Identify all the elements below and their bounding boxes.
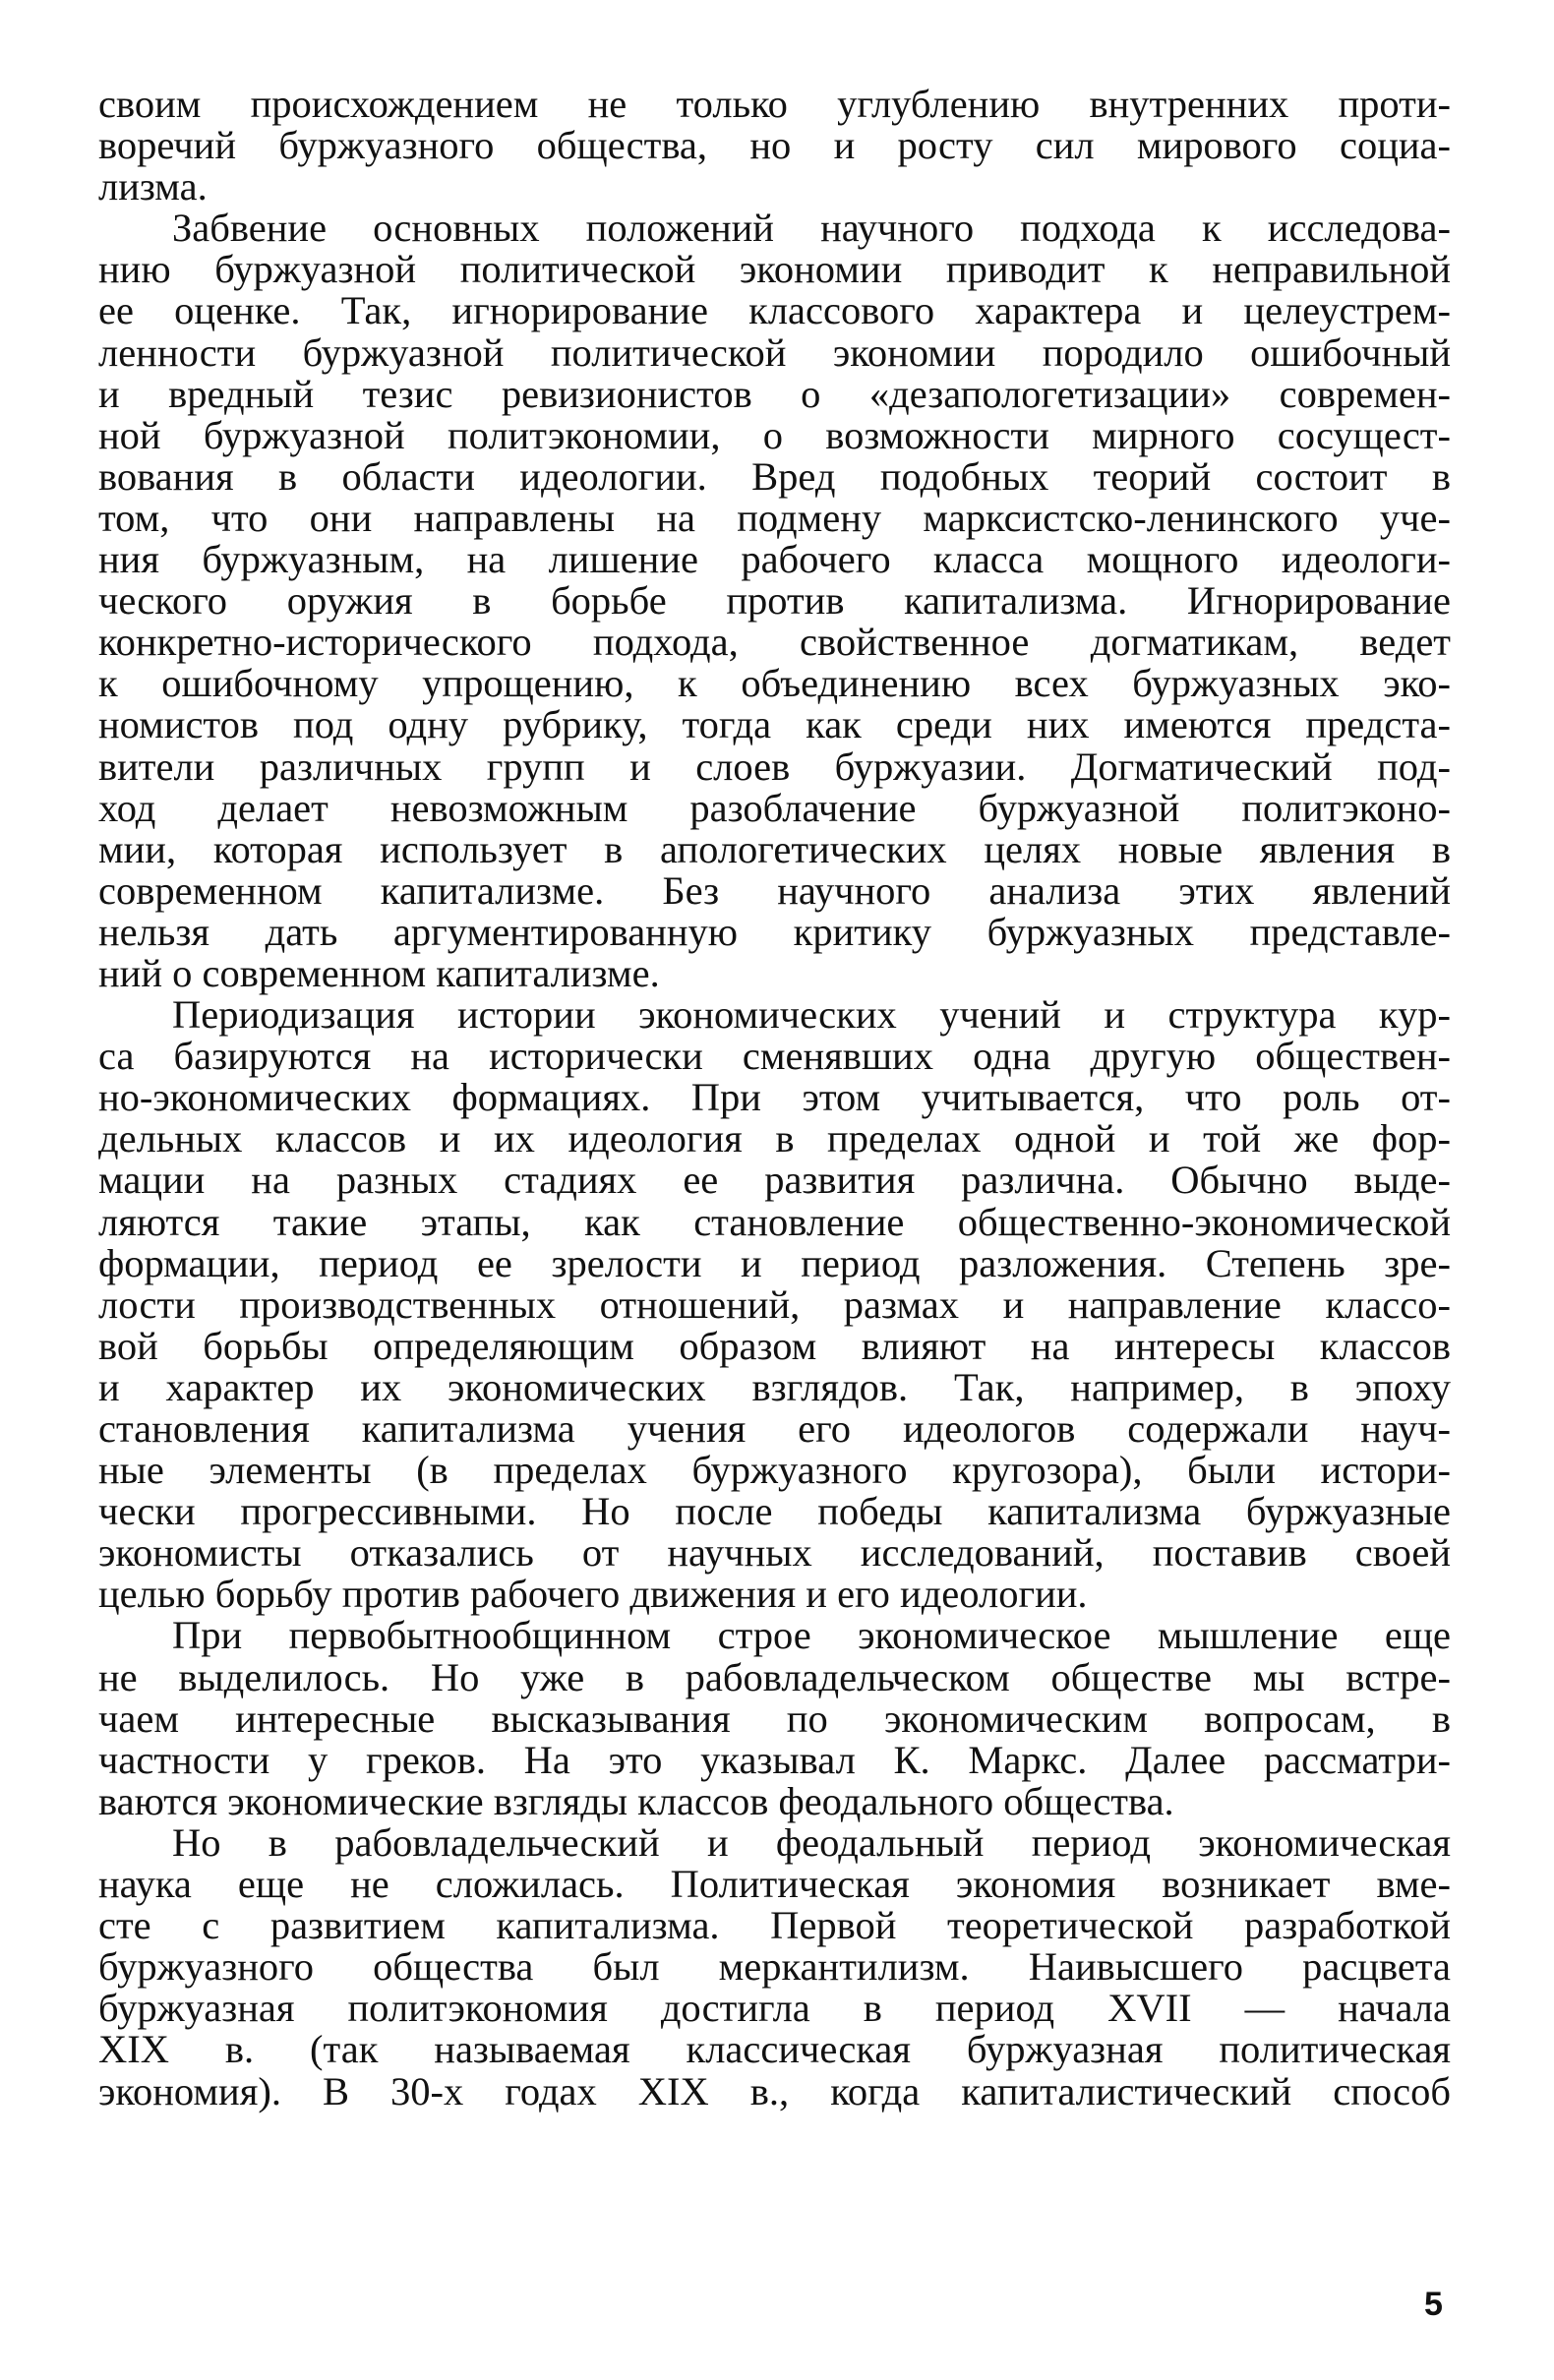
- text-line: воречий буржуазного общества, но и росту сил мирового социа-: [98, 123, 1451, 168]
- text-line: При первобытнообщинном строе экономическое мышление еще: [172, 1613, 1451, 1658]
- page-number: 5: [1424, 2286, 1443, 2323]
- text-line: номистов под одну рубрику, тогда как среди них имеются предста-: [98, 702, 1451, 747]
- paragraph: [98, 208, 1451, 994]
- text-line: буржуазная политэкономия достигла в период XVII — начала: [98, 1986, 1451, 2031]
- text-line: экономия). В 30-х годах XIX в., когда капиталистический способ: [98, 2068, 1451, 2113]
- text-line: буржуазного общества был меркантилизм. Наивысшего расцвета: [98, 1944, 1451, 1990]
- text-line: ее оценке. Так, игнорирование классового характера и целеустрем-: [98, 288, 1451, 333]
- text-line: нию буржуазной политической экономии приводит к неправильной: [98, 247, 1451, 292]
- text-line: формации, период ее зрелости и период разложения. Степень зре-: [98, 1240, 1451, 1285]
- text-line: мии, которая использует в апологетических целях новые явления в: [98, 826, 1451, 871]
- text-line: экономисты отказались от научных исследований, поставив своей: [98, 1530, 1451, 1576]
- text-line: Но в рабовладельческий и феодальный период экономическая: [172, 1819, 1451, 1865]
- text-line: конкретно-исторического подхода, свойственное догматикам, ведет: [98, 620, 1451, 665]
- paragraph: [98, 1819, 1451, 2113]
- text-line: частности у греков. На это указывал К. Маркс. Далее рассматри-: [98, 1737, 1451, 1782]
- text-line: ход делает невозможным разоблачение буржуазной политэконо-: [98, 785, 1451, 830]
- text-line: и вредный тезис ревизионистов о «дезапологетизации» современ-: [98, 371, 1451, 416]
- text-line: своим происхождением не только углублению внутренних проти-: [98, 82, 1451, 126]
- text-line: нельзя дать аргументированную критику буржуазных представле-: [98, 909, 1451, 954]
- text-line: том, что они направлены на подмену марксистско-ленинского уче-: [98, 495, 1451, 540]
- text-line: лизма.: [98, 164, 208, 209]
- paragraph: [98, 84, 1451, 208]
- text-line: наука еще не сложилась. Политическая экономия возникает вме-: [98, 1862, 1451, 1907]
- text-line: вой борьбы определяющим образом влияют на интересы классов: [98, 1323, 1451, 1368]
- text-line: са базируются на исторически сменявших одна другую обществен-: [98, 1034, 1451, 1079]
- body-text: [98, 84, 1451, 2112]
- text-line: лости производственных отношений, размах и направление классо-: [98, 1281, 1451, 1327]
- text-line: ваются экономические взгляды классов феодального общества.: [98, 1778, 1174, 1823]
- text-line: современном капитализме. Без научного анализа этих явлений: [98, 867, 1451, 913]
- text-line: ний о современном капитализме.: [98, 950, 660, 995]
- text-line: целью борьбу против рабочего движения и его идеологии.: [98, 1572, 1088, 1617]
- text-line: становления капитализма учения его идеологов содержали науч-: [98, 1406, 1451, 1451]
- text-line: сте с развитием капитализма. Первой теоретической разработкой: [98, 1903, 1451, 1948]
- paragraph: [98, 994, 1451, 1615]
- text-line: ния буржуазным, на лишение рабочего класса мощного идеологи-: [98, 537, 1451, 582]
- text-line: мации на разных стадиях ее развития различна. Обычно выде-: [98, 1158, 1451, 1203]
- paragraph: [98, 1615, 1451, 1821]
- text-line: Периодизация истории экономических учений и структура кур-: [172, 992, 1451, 1038]
- text-line: ные элементы (в пределах буржуазного кругозора), были истори-: [98, 1448, 1451, 1493]
- text-line: и характер их экономических взглядов. Так, например, в эпоху: [98, 1364, 1451, 1409]
- text-line: к ошибочному упрощению, к объединению всех буржуазных эко-: [98, 661, 1451, 706]
- text-line: ленности буржуазной политической экономии породило ошибочный: [98, 329, 1451, 375]
- text-line: не выделилось. Но уже в рабовладельческом обществе мы встре-: [98, 1654, 1451, 1699]
- text-line: дельных классов и их идеология в пределах одной и той же фор-: [98, 1116, 1451, 1161]
- text-line: Забвение основных положений научного подхода к исследова-: [172, 206, 1451, 251]
- text-line: XIX в. (так называемая классическая буржуазная политическая: [98, 2027, 1451, 2072]
- text-line: вования в области идеологии. Вред подобных теорий состоит в: [98, 453, 1451, 499]
- text-line: ляются такие этапы, как становление общественно-экономической: [98, 1199, 1451, 1244]
- text-line: но-экономических формациях. При этом учитывается, что роль от-: [98, 1075, 1451, 1120]
- text-line: ческого оружия в борьбе против капитализма. Игнорирование: [98, 578, 1451, 624]
- text-line: чески прогрессивными. Но после победы капитализма буржуазные: [98, 1489, 1451, 1534]
- text-line: вители различных групп и слоев буржуазии. Догматический под-: [98, 744, 1451, 789]
- text-line: ной буржуазной политэкономии, о возможности мирного сосущест-: [98, 412, 1451, 457]
- text-line: чаем интересные высказывания по экономическим вопросам, в: [98, 1696, 1451, 1741]
